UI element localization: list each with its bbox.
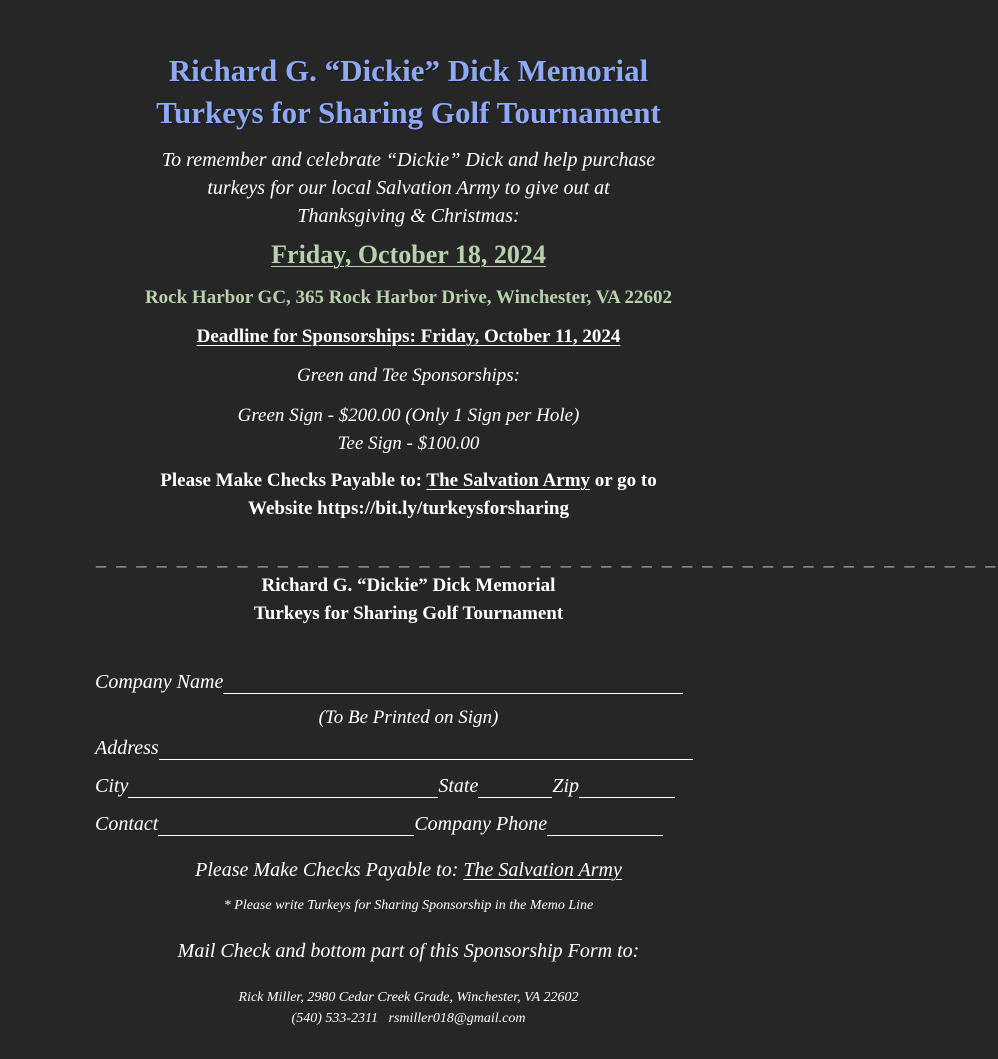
intro-text xyxy=(0,146,817,230)
payment-prefix: Please Make Checks Payable to: xyxy=(160,470,427,491)
address-field[interactable] xyxy=(159,741,693,760)
company-name-row xyxy=(95,668,715,694)
form-title xyxy=(0,572,817,628)
checks-payable-footer xyxy=(0,859,817,882)
state-label: State xyxy=(438,775,479,797)
city-state-zip-row xyxy=(95,772,715,798)
payment-suffix: or go to xyxy=(590,470,657,491)
checks-payee: The Salvation Army xyxy=(463,859,622,881)
company-phone-field[interactable] xyxy=(547,817,663,836)
city-label: City xyxy=(95,775,129,797)
mail-address: Rick Miller, 2980 Cedar Creek Grade, Winchester, VA 22602 xyxy=(238,990,579,1005)
memo-note: * Please write Turkeys for Sharing Sponsorship in the Memo Line xyxy=(223,898,594,913)
sponsorship-deadline: Deadline for Sponsorships: Friday, October 11, 2024 xyxy=(196,326,621,347)
contact-label: Contact xyxy=(95,813,159,835)
intro-line3: Thanksgiving & Christmas: xyxy=(297,205,520,227)
intro-line1: To remember and celebrate “Dickie” Dick and help purchase xyxy=(161,149,656,171)
company-name-field[interactable] xyxy=(223,675,683,694)
event-title xyxy=(0,50,817,134)
payment-payee: The Salvation Army xyxy=(426,470,591,491)
event-title-line2: Turkeys for Sharing Golf Tournament xyxy=(156,95,661,130)
zip-label: Zip xyxy=(552,775,580,797)
payment-instructions xyxy=(0,467,817,523)
company-phone-label: Company Phone xyxy=(414,813,548,835)
event-title-line1: Richard G. “Dickie” Dick Memorial xyxy=(168,53,649,88)
mail-contact: (540) 533-2311 rsmiller018@gmail.com xyxy=(291,1011,526,1026)
intro-line2: turkeys for our local Salvation Army to give out at xyxy=(207,177,610,199)
event-date: Friday, October 18, 2024 xyxy=(271,240,546,269)
event-location: Rock Harbor GC, 365 Rock Harbor Drive, Winchester, VA 22602 xyxy=(144,287,673,308)
contact-field[interactable] xyxy=(158,817,414,836)
form-title-line1: Richard G. “Dickie” Dick Memorial xyxy=(261,575,556,596)
printed-on-sign-note: (To Be Printed on Sign) xyxy=(318,707,499,728)
company-name-label: Company Name xyxy=(95,671,224,693)
mail-instruction: Mail Check and bottom part of this Sponsorship Form to: xyxy=(177,940,640,962)
tee-sign-price: Tee Sign - $100.00 xyxy=(337,433,480,454)
address-label: Address xyxy=(95,737,159,759)
payment-line1 xyxy=(0,467,817,495)
sponsorships-heading: Green and Tee Sponsorships: xyxy=(297,365,520,386)
zip-field[interactable] xyxy=(579,779,675,798)
contact-phone-row xyxy=(95,810,715,836)
address-row xyxy=(95,734,715,760)
form-title-line2: Turkeys for Sharing Golf Tournament xyxy=(253,603,564,624)
state-field[interactable] xyxy=(478,779,552,798)
city-field[interactable] xyxy=(128,779,438,798)
checks-prefix: Please Make Checks Payable to: xyxy=(195,859,464,881)
mail-contact-block xyxy=(0,987,817,1029)
sponsorship-options xyxy=(0,402,817,458)
green-sign-price: Green Sign - $200.00 (Only 1 Sign per Hole) xyxy=(237,405,580,426)
cut-line-divider: _ _ _ _ _ _ _ _ _ _ _ _ _ _ _ _ _ _ _ _ _ _ _ _ _ _ _ _ _ _ _ _ _ _ _ _ _ _ _ _ _ _ _ _ _ xyxy=(96,548,998,568)
website-line: Website https://bit.ly/turkeysforsharing xyxy=(248,498,569,519)
